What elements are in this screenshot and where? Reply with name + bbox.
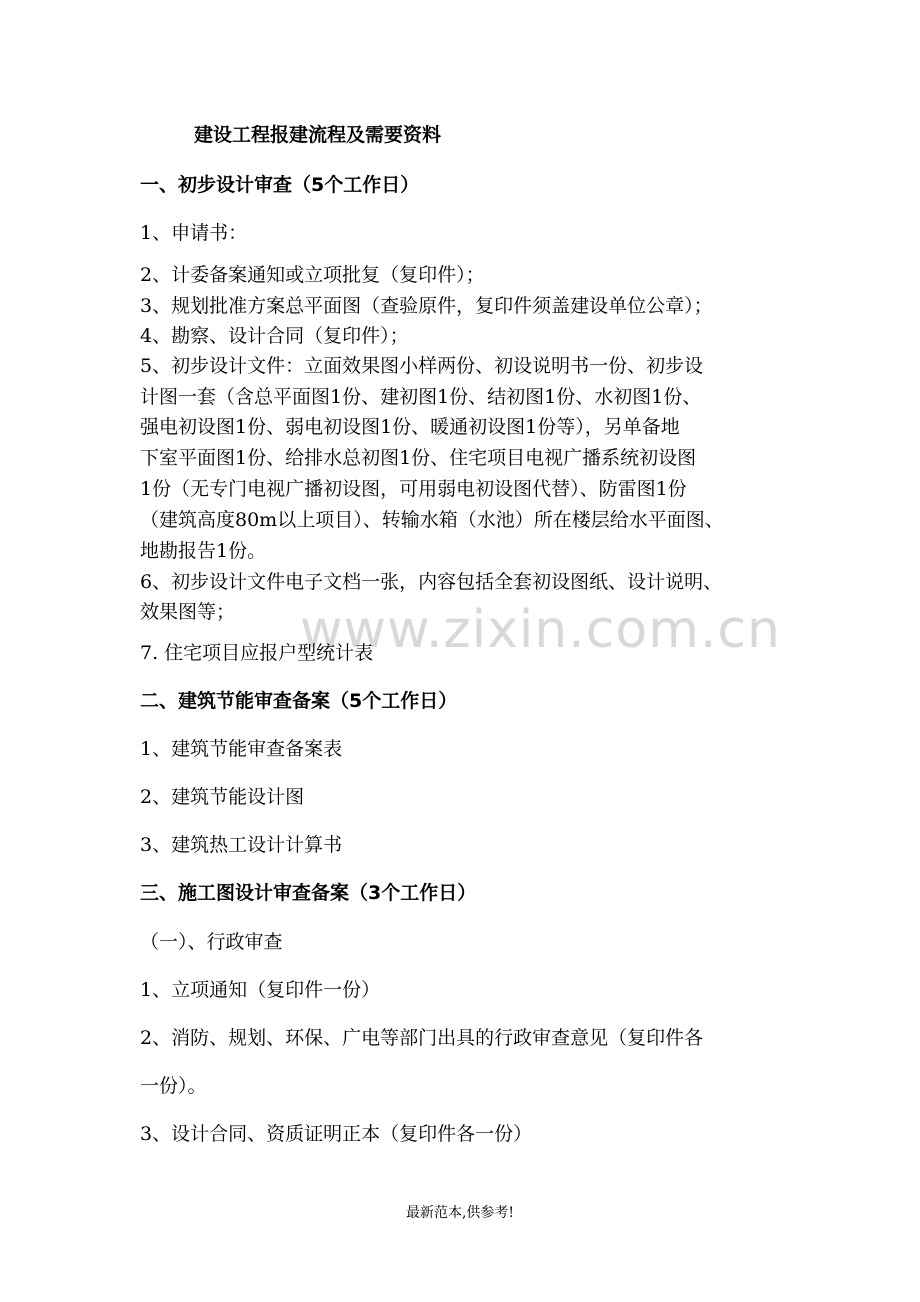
watermark: www.zixin.com.cn <box>300 600 781 660</box>
section-1-line: 5、初步设计文件：立面效果图小样两份、初设说明书一份、初步设 <box>140 355 704 377</box>
section-1-line: 1、申请书： <box>140 222 248 244</box>
section-1-line: 地勘报告1份。 <box>140 540 267 562</box>
section-1-heading: 一、初步设计审查（5个工作日） <box>140 174 420 196</box>
section-1-line: 效果图等； <box>140 601 236 623</box>
section-1-line: 下室平面图1份、给排水总初图1份、住宅项目电视广播系统初设图 <box>140 447 697 469</box>
section-2-line: 3、建筑热工设计计算书 <box>140 834 343 856</box>
page-footer: 最新范本,供参考! <box>405 1205 515 1221</box>
section-1-line: （建筑高度80m以上项目）、转输水箱（水池）所在楼层给水平面图、 <box>140 509 724 531</box>
section-1-line: 计图一套（含总平面图1份、建初图1份、结初图1份、水初图1份、 <box>140 386 702 408</box>
section-1-line: 3、规划批准方案总平面图（查验原件，复印件须盖建设单位公章）； <box>140 295 713 317</box>
document-title: 建设工程报建流程及需要资料 <box>194 124 442 146</box>
section-1-line: 6、初步设计文件电子文档一张，内容包括全套初设图纸、设计说明、 <box>140 571 723 593</box>
section-3-line: 2、消防、规划、环保、广电等部门出具的行政审查意见（复印件各 <box>140 1027 704 1049</box>
section-2-heading: 二、建筑节能审查备案（5个工作日） <box>140 690 458 712</box>
section-2-line: 1、建筑节能审查备案表 <box>140 738 343 760</box>
section-3-heading: 三、施工图设计审查备案（3个工作日） <box>140 882 477 904</box>
section-1-line: 2、计委备案通知或立项批复（复印件）； <box>140 264 485 286</box>
section-1-line: 1份（无专门电视广播初设图，可用弱电初设图代替）、防雷图1份 <box>140 478 687 500</box>
section-1-line: 强电初设图1份、弱电初设图1份、暖通初设图1份等），另单备地 <box>140 416 680 438</box>
section-3-line: 3、设计合同、资质证明正本（复印件各一份） <box>140 1123 533 1145</box>
section-2-line: 2、建筑节能设计图 <box>140 786 305 808</box>
section-1-line: 4、勘察、设计合同（复印件）； <box>140 325 409 347</box>
section-3-line: 一份）。 <box>140 1075 207 1097</box>
section-3-subheading: （一）、行政审查 <box>140 931 283 953</box>
section-3-line: 1、立项通知（复印件一份） <box>140 979 381 1001</box>
section-1-line: 7. 住宅项目应报户型统计表 <box>140 642 374 664</box>
